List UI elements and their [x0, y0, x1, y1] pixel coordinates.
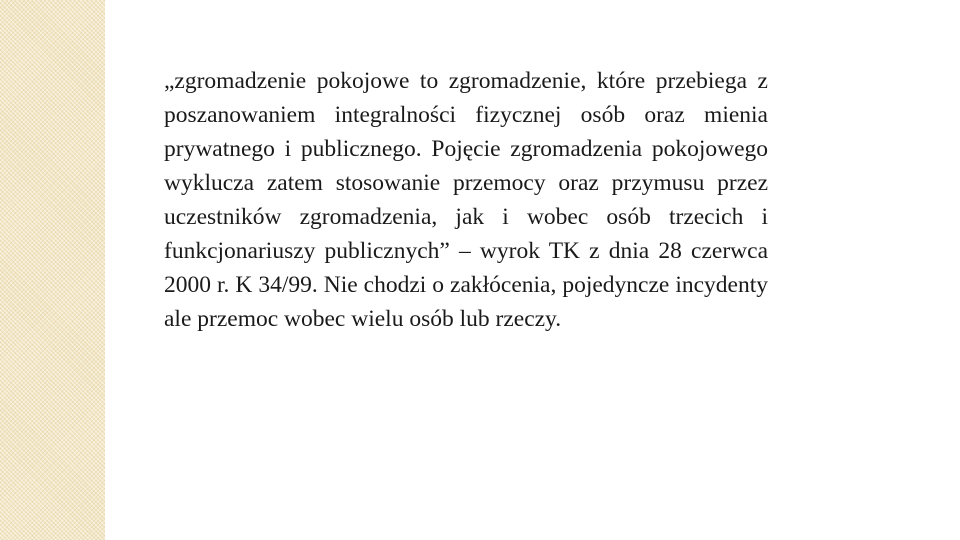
quote-paragraph: „zgromadzenie pokojowe to zgromadzenie, które przebiega z poszanowaniem integralności fizycznej osób oraz mienia prywatnego i publicznego. Pojęcie zgromadzenia pokojowego wyklucza zatem stosowanie przemocy oraz przymusu przez uczestników zgromadzenia, jak i wobec osób trzecich i funkcjonariuszy publicznych” – wyrok TK z dnia 28 czerwca 2000 r. K 34/99. Nie chodzi o zakłócenia, pojedyncze incydenty ale przemoc wobec wielu osób lub rzeczy.	[164, 68, 768, 332]
decorative-side-strip	[0, 0, 105, 540]
